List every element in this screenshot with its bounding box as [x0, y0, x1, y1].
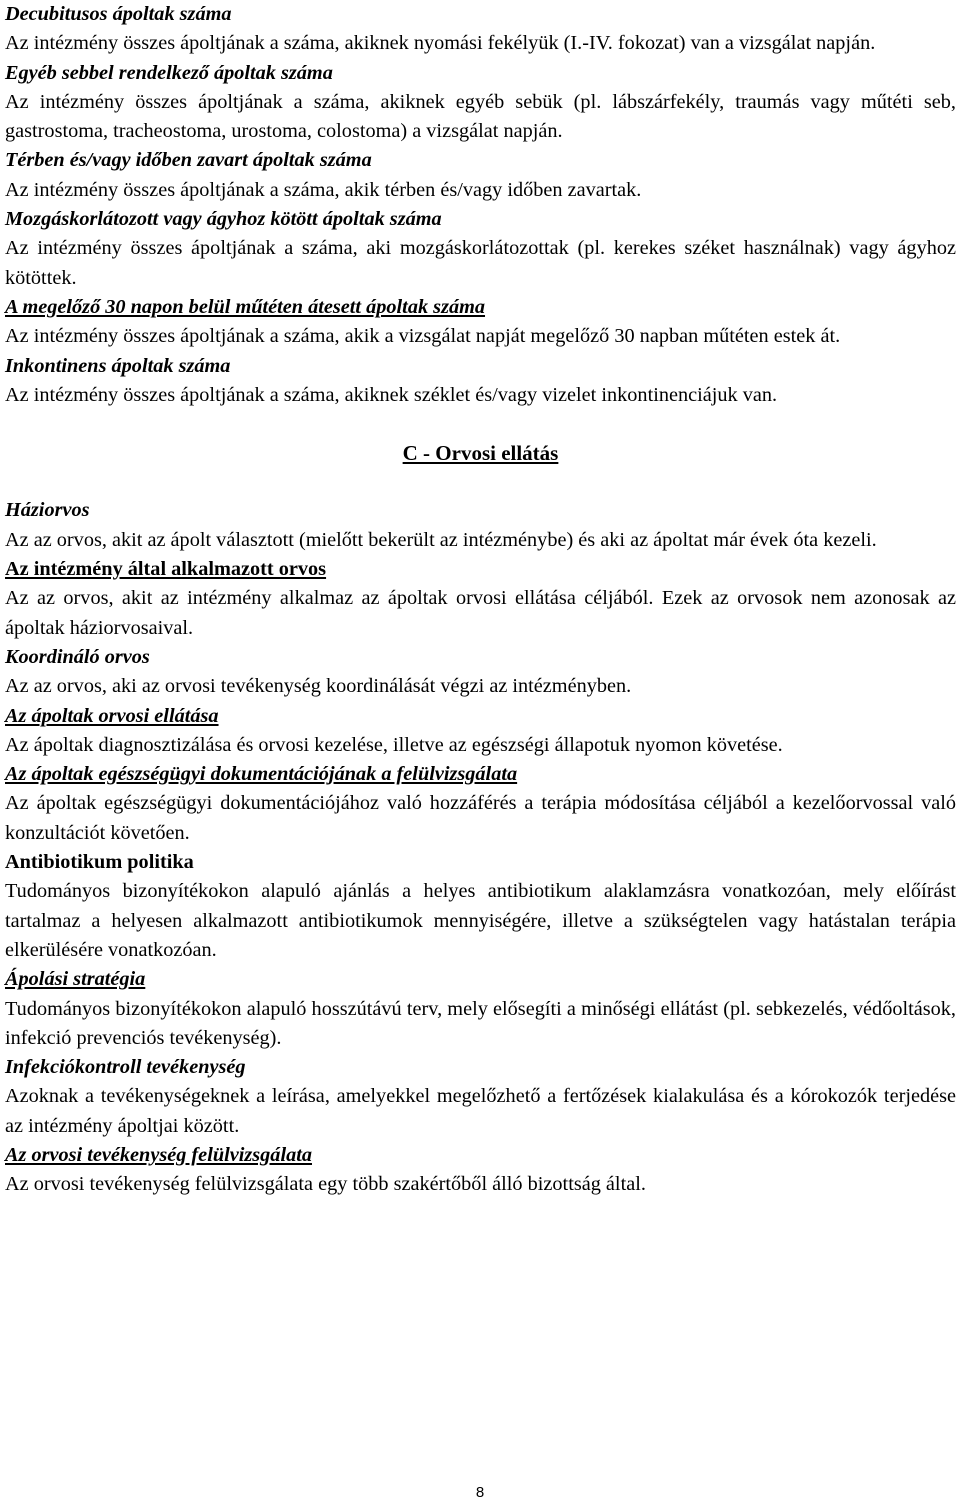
- desc-koordinalo-orvos: Az az orvos, aki az orvosi tevékenység koordinálását végzi az intézményben.: [5, 675, 632, 698]
- desc-alkalmazott-orvos: Az az orvos, akit az intézmény alkalmaz az ápoltak orvosi ellátása céljából. Ezek az orvosok nem azonosak az ápoltak háziorvosaival.: [5, 587, 956, 639]
- desc-zavart: Az intézmény összes ápoltjának a száma, akik térben és/vagy időben zavartak.: [5, 178, 642, 201]
- term-infekciokontroll: Infekciókontroll tevékenység: [5, 1056, 246, 1079]
- term-koordinalo-orvos: Koordináló orvos: [5, 645, 150, 668]
- desc-apolasi-strategia: Tudományos bizonyítékokon alapuló hosszútávú terv, mely elősegíti a minőségi ellátást (pl. sebkezelés, védőoltások, infekció prevenciós tevékenység).: [5, 997, 956, 1049]
- desc-infekciokontroll: Azoknak a tevékenységeknek a leírása, amelyekkel megelőzhető a fertőzések kialakulása és a kórokozók terjedése az intézmény ápoltjai között.: [5, 1085, 956, 1137]
- term-antibiotikum: Antibiotikum politika: [5, 851, 194, 874]
- section-title: C - Orvosi ellátás: [402, 441, 559, 466]
- term-mozgaskorlatozott: Mozgáskorlátozott vagy ágyhoz kötött ápoltak száma: [5, 208, 442, 231]
- desc-egyeb-seb: Az intézmény összes ápoltjának a száma, akiknek egyéb sebük (pl. lábszárfekély, traumás vagy műtéti seb, gastrostoma, tracheostoma, urostoma, colostoma) a vizsgálat napján.: [5, 90, 956, 143]
- term-egyeb-seb: Egyéb sebbel rendelkező ápoltak száma: [5, 61, 333, 84]
- term-orvosi-felulvizsgalat: Az orvosi tevékenység felülvizsgálata: [5, 1143, 312, 1166]
- term-decubitus: Decubitusos ápoltak száma: [5, 3, 232, 25]
- document-page: [5, 0, 956, 1200]
- term-haziorvos: Háziorvos: [5, 499, 90, 522]
- desc-decubitus: Az intézmény összes ápoltjának a száma, akiknek nyomási fekélyük (I.-IV. fokozat) van a vizsgálat napján.: [5, 32, 876, 55]
- desc-dokumentacio: Az ápoltak egészségügyi dokumentációjához való hozzáférés a terápia módosítása céljából a kezelőorvossal való konzultációt követően.: [5, 792, 956, 844]
- term-apolasi-strategia: Ápolási stratégia: [5, 968, 146, 991]
- term-inkontinens: Inkontinens ápoltak száma: [5, 354, 231, 377]
- desc-mozgaskorlatozott: Az intézmény összes ápoltjának a száma, aki mozgáskorlátozottak (pl. kerekes széket használnak) vagy ágyhoz kötöttek.: [5, 237, 956, 289]
- desc-orvosi-felulvizsgalat: Az orvosi tevékenység felülvizsgálata egy több szakértőből álló bizottság által.: [5, 1173, 646, 1196]
- term-orvosi-ellatas: Az ápoltak orvosi ellátása: [5, 704, 219, 727]
- term-dokumentacio: Az ápoltak egészségügyi dokumentációjának a felülvizsgálata: [5, 763, 518, 786]
- page-number: 8: [475, 1484, 485, 1501]
- term-alkalmazott-orvos: Az intézmény által alkalmazott orvos: [5, 558, 327, 581]
- desc-haziorvos: Az az orvos, akit az ápolt választott (mielőtt bekerült az intézménybe) és aki az ápoltat már évek óta kezeli.: [5, 528, 877, 551]
- top-definitions: [5, 0, 956, 410]
- desc-mutet: Az intézmény összes ápoltjának a száma, akik a vizsgálat napját megelőző 30 napban műtéten estek át.: [5, 325, 841, 348]
- desc-orvosi-ellatas: Az ápoltak diagnosztizálása és orvosi kezelése, illetve az egészségi állapotuk nyomon követése.: [5, 733, 783, 756]
- desc-inkontinens: Az intézmény összes ápoltjának a száma, akiknek széklet és/vagy vizelet inkontinenciájuk van.: [5, 383, 778, 406]
- desc-antibiotikum: Tudományos bizonyítékokon alapuló ajánlás a helyes antibiotikum alaklamzásra vonatkozóan, mely előírást tartalmaz a helyesen alkalmazott antibiotikumok mennyiségére, illetve a szükségtelen vagy hatástalan terápia elkerülésére vonatkozóan.: [5, 880, 956, 961]
- term-mutet: A megelőző 30 napon belül műtéten átesett ápoltak száma: [5, 295, 486, 318]
- term-zavart: Térben és/vagy időben zavart ápoltak száma: [5, 149, 372, 172]
- section-c-definitions: [5, 496, 956, 1199]
